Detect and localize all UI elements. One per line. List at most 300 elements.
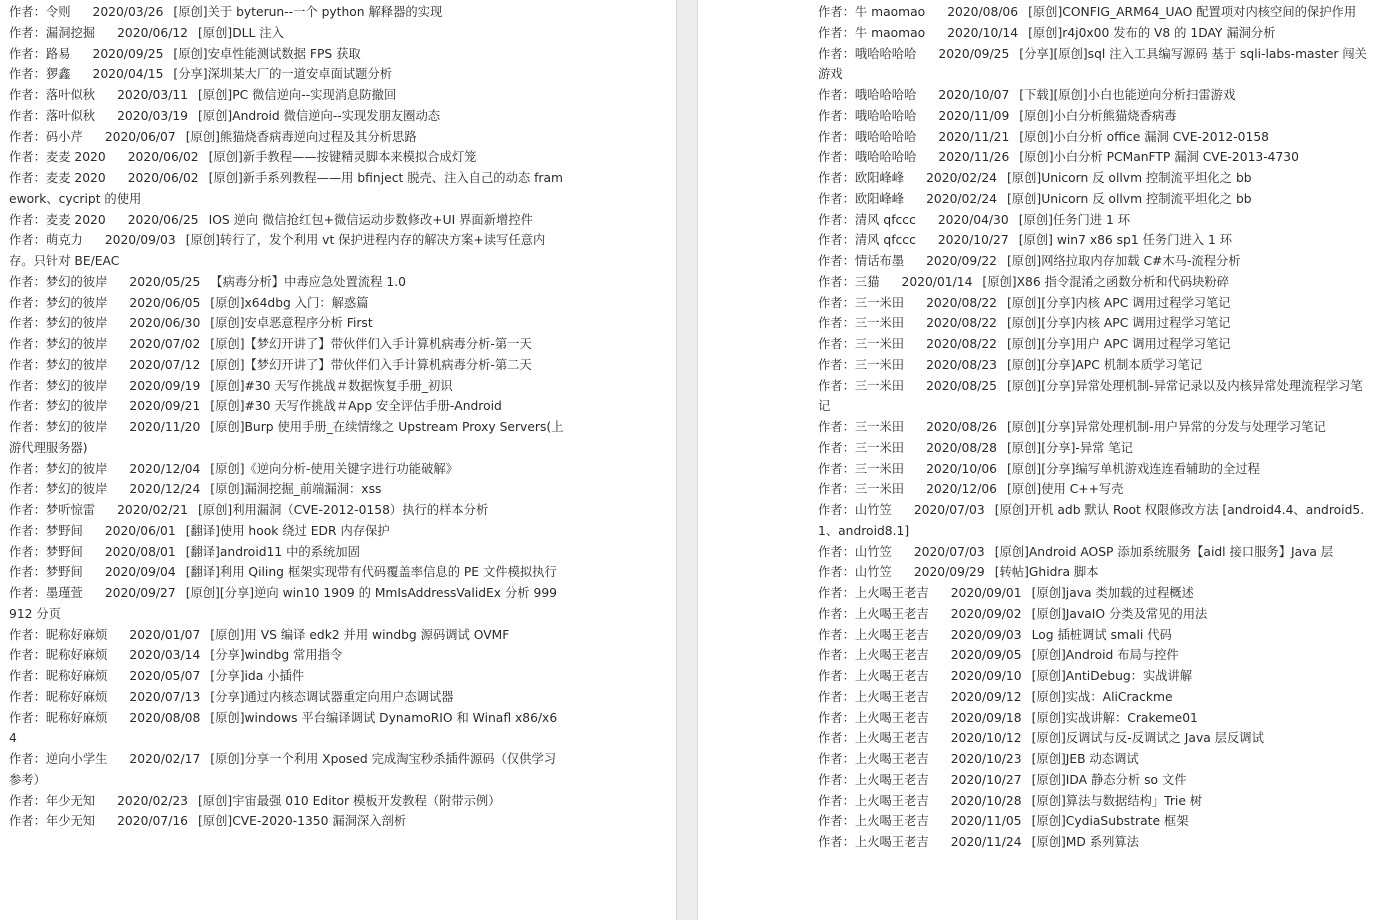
entry-title: [原创]Unicorn 反 ollvm 控制流平坦化之 bb [1007, 191, 1252, 206]
author-prefix: 作者： [9, 212, 46, 227]
entry-date: 2020/10/23 [950, 752, 1022, 766]
entry-date: 2020/07/02 [129, 337, 201, 351]
article-entry [818, 500, 1374, 542]
entry-title: [原创]用 VS 编译 edk2 并用 windbg 源码调试 OVMF [210, 627, 510, 642]
article-entry [818, 106, 1374, 127]
entry-author: 三一米田 [854, 316, 905, 331]
entry-author: 梦幻的彼岸 [45, 316, 108, 331]
article-entry [818, 625, 1374, 646]
entry-title: [分享]windbg 常用指令 [210, 648, 343, 663]
entry-title: [原创]CydiaSubstrate 框架 [1031, 814, 1189, 829]
article-entry [818, 23, 1374, 44]
entry-title: [分享][原创]sql 注入工具编写源码 基于 sqli-labs-master 闯关游戏 [818, 46, 1367, 82]
author-prefix: 作者： [9, 108, 46, 123]
entry-title: [原创][分享]内核 APC 调用过程学习笔记 [1007, 316, 1231, 331]
entry-date: 2020/09/12 [950, 689, 1022, 704]
author-prefix: 作者： [9, 793, 46, 808]
entry-author: 三一米田 [854, 482, 905, 497]
entry-date: 2020/10/27 [937, 233, 1009, 248]
author-prefix: 作者： [9, 627, 46, 642]
entry-date: 2020/02/17 [129, 752, 201, 766]
article-entry [9, 396, 564, 417]
entry-author: 猡鑫 [45, 67, 71, 82]
article-entry [9, 479, 564, 500]
article-entry [818, 313, 1374, 334]
entry-title: [原创]windows 平台编译调试 DynamoRIO 和 Winafl x86/x64 [9, 710, 558, 746]
article-list-right [818, 2, 1374, 853]
entry-date: 2020/05/07 [129, 669, 201, 683]
author-prefix: 作者： [818, 586, 855, 600]
article-entry [9, 355, 564, 376]
entry-title: [原创]算法与数据结构」Trie 树 [1031, 793, 1203, 808]
entry-title: [原创]Unicorn 反 ollvm 控制流平坦化之 bb [1007, 171, 1252, 185]
entry-date: 2020/03/26 [92, 5, 164, 19]
entry-title: [原创]JavaIO 分类及常见的用法 [1031, 606, 1208, 621]
author-prefix: 作者： [818, 316, 855, 331]
entry-date: 2020/08/22 [926, 337, 997, 351]
entry-title: [原创]新手系列教程——用 bfinject 脱壳、注入自己的动态 framework、cycript 的使用 [9, 171, 563, 206]
article-entry [818, 770, 1374, 791]
entry-title: 【病毒分析】中毒应急处置流程 1.0 [210, 274, 406, 289]
entry-title: [翻译]利用 Qiling 框架实现带有代码覆盖率信息的 PE 文件模拟执行 [185, 565, 557, 580]
entry-date: 2020/02/21 [117, 503, 188, 517]
entry-title: [原创]小白分析 office 漏洞 CVE-2012-0158 [1019, 129, 1269, 144]
entry-title: [分享]深圳某大厂的一道安卓面试题分析 [173, 67, 393, 82]
entry-date: 2020/07/12 [129, 357, 201, 372]
entry-author: 上火喝王老吉 [854, 606, 929, 621]
article-entry [9, 44, 564, 65]
author-prefix: 作者： [9, 814, 46, 829]
entry-title: [原创]java 类加载的过程概述 [1031, 586, 1194, 600]
author-prefix: 作者： [818, 150, 855, 165]
entry-date: 2020/02/23 [117, 793, 188, 808]
entry-date: 2020/02/24 [926, 191, 997, 206]
entry-author: 昵称好麻烦 [45, 710, 108, 725]
article-entry [9, 293, 564, 314]
article-entry [9, 521, 564, 542]
entry-title: Log 插桩调试 smali 代码 [1031, 627, 1172, 642]
author-prefix: 作者： [9, 150, 46, 165]
article-entry [9, 625, 564, 646]
article-entry [9, 708, 564, 750]
entry-date: 2020/08/23 [926, 357, 997, 372]
article-entry [818, 44, 1374, 86]
author-prefix: 作者： [9, 316, 46, 331]
entry-date: 2020/09/19 [129, 378, 201, 393]
author-prefix: 作者： [818, 503, 855, 517]
entry-date: 2020/09/01 [950, 586, 1022, 600]
author-prefix: 作者： [818, 461, 855, 476]
entry-title: [原创]安卓恶意程序分析 First [210, 316, 373, 331]
entry-date: 2020/11/24 [950, 835, 1022, 849]
entry-date: 2020/09/05 [950, 648, 1022, 663]
author-prefix: 作者： [818, 274, 855, 289]
entry-author: 梦野间 [45, 565, 83, 580]
article-entry [818, 251, 1374, 272]
entry-title: [原创]转行了，发个利用 vt 保护进程内存的解决方案+读写任意内存。只针对 BE/EAC [9, 233, 546, 268]
author-prefix: 作者： [9, 25, 46, 40]
article-entry [818, 230, 1374, 251]
author-prefix: 作者： [818, 191, 855, 206]
entry-title: [原创][分享]编写单机游戏连连看辅助的全过程 [1007, 461, 1260, 476]
entry-title: [原创][分享]异常处理机制-异常记录以及内核异常处理流程学习笔记 [818, 378, 1363, 414]
entry-author: 上火喝王老吉 [854, 835, 929, 849]
article-entry [818, 479, 1374, 500]
article-entry [818, 334, 1374, 355]
entry-date: 2020/09/21 [129, 399, 201, 414]
entry-date: 2020/06/02 [127, 171, 199, 185]
entry-date: 2020/11/20 [129, 420, 201, 434]
article-entry [9, 687, 564, 708]
article-entry [818, 542, 1374, 563]
entry-author: 上火喝王老吉 [854, 710, 929, 725]
author-prefix: 作者： [818, 689, 855, 704]
article-entry [9, 230, 564, 272]
entry-title: [原创]反调试与反-反调试之 Java 层反调试 [1031, 731, 1264, 746]
entry-title: [原创]《逆向分析-使用关键字进行功能破解》 [210, 461, 458, 476]
entry-author: 三一米田 [854, 378, 905, 393]
article-entry [9, 645, 564, 666]
entry-author: 上火喝王老吉 [854, 689, 929, 704]
author-prefix: 作者： [9, 337, 46, 351]
author-prefix: 作者： [818, 648, 855, 663]
entry-date: 2020/08/28 [926, 440, 997, 455]
entry-date: 2020/01/07 [129, 627, 201, 642]
entry-date: 2020/11/05 [950, 814, 1022, 829]
entry-author: 上火喝王老吉 [854, 669, 929, 683]
entry-author: 梦幻的彼岸 [45, 337, 108, 351]
entry-author: 山竹笠 [854, 565, 892, 580]
entry-author: 三一米田 [854, 420, 905, 434]
entry-author: 清风 qfccc [854, 212, 916, 227]
article-entry [9, 2, 564, 23]
article-entry [9, 791, 564, 812]
author-prefix: 作者： [9, 523, 46, 538]
author-prefix: 作者： [818, 254, 855, 268]
author-prefix: 作者： [9, 689, 46, 704]
entry-title: [原创]【梦幻开讲了】带伙伴们入手计算机病毒分析-第二天 [210, 357, 532, 372]
entry-author: 梦幻的彼岸 [45, 295, 108, 310]
entry-title: [原创]Android 微信逆向--实现发朋友圈动态 [198, 108, 441, 123]
entry-title: [原创]x64dbg 入门：解惑篇 [210, 295, 369, 310]
entry-author: 梦幻的彼岸 [45, 420, 108, 434]
author-prefix: 作者： [9, 565, 46, 580]
entry-date: 2020/07/03 [913, 503, 985, 517]
entry-author: 路易 [45, 46, 71, 61]
author-prefix: 作者： [9, 752, 46, 766]
entry-title: IOS 逆向 微信抢红包+微信运动步数修改+UI 界面新增控件 [208, 212, 533, 227]
article-entry [9, 666, 564, 687]
entry-title: [原创]Burp 使用手册_在续情缘之 Upstream Proxy Servers(上游代理服务器) [9, 420, 564, 455]
entry-title: [原创]网络拉取内存加载 C#木马-流程分析 [1007, 254, 1241, 268]
entry-author: 三一米田 [854, 461, 905, 476]
entry-date: 2020/08/25 [926, 378, 997, 393]
entry-author: 梦野间 [45, 544, 83, 559]
author-prefix: 作者： [9, 399, 46, 414]
entry-title: [原创]AntiDebug：实战讲解 [1031, 669, 1193, 683]
author-prefix: 作者： [818, 233, 855, 248]
entry-author: 令则 [45, 5, 71, 19]
article-entry [818, 583, 1374, 604]
entry-date: 2020/11/09 [938, 108, 1010, 123]
entry-title: [原创]Android 布局与控件 [1031, 648, 1179, 663]
author-prefix: 作者： [818, 752, 855, 766]
entry-title: [原创]IDA 静态分析 so 文件 [1031, 772, 1187, 787]
document-page-left [0, 0, 676, 920]
article-entry [818, 604, 1374, 625]
entry-author: 情话布墨 [854, 254, 905, 268]
entry-title: [原创]实战讲解：Crakeme01 [1031, 710, 1198, 725]
entry-date: 2020/09/29 [913, 565, 985, 580]
entry-date: 2020/10/06 [926, 461, 997, 476]
article-entry [9, 500, 564, 521]
entry-author: 墨瑾萱 [45, 586, 83, 600]
entry-author: 萌克力 [45, 233, 83, 248]
entry-title: [原创]使用 C++写壳 [1007, 482, 1124, 497]
article-entry [818, 749, 1374, 770]
entry-date: 2020/10/12 [950, 731, 1022, 746]
article-entry [818, 728, 1374, 749]
author-prefix: 作者： [818, 295, 855, 310]
entry-author: 昵称好麻烦 [45, 669, 108, 683]
author-prefix: 作者： [818, 544, 855, 559]
author-prefix: 作者： [818, 772, 855, 787]
document-page-right [698, 0, 1391, 920]
entry-author: 三一米田 [854, 357, 905, 372]
author-prefix: 作者： [818, 5, 855, 19]
author-prefix: 作者： [818, 357, 855, 372]
entry-author: 落叶似秋 [45, 108, 96, 123]
entry-date: 2020/01/14 [901, 274, 973, 289]
article-entry [9, 583, 564, 625]
entry-date: 2020/06/12 [117, 25, 188, 40]
entry-author: 上火喝王老吉 [854, 814, 929, 829]
entry-author: 哦哈哈哈哈 [854, 108, 917, 123]
article-entry [9, 313, 564, 334]
entry-date: 2020/07/16 [117, 814, 188, 829]
article-entry [9, 85, 564, 106]
entry-author: 昵称好麻烦 [45, 627, 108, 642]
entry-date: 2020/08/26 [926, 420, 997, 434]
entry-date: 2020/12/06 [926, 482, 997, 497]
entry-date: 2020/03/14 [129, 648, 201, 663]
entry-title: [原创]CVE-2020-1350 漏洞深入剖析 [198, 814, 407, 829]
author-prefix: 作者： [9, 461, 46, 476]
author-prefix: 作者： [9, 171, 46, 185]
entry-title: [分享]ida 小插件 [210, 669, 305, 683]
entry-author: 上火喝王老吉 [854, 627, 929, 642]
entry-author: 山竹笠 [854, 503, 892, 517]
entry-author: 上火喝王老吉 [854, 772, 929, 787]
author-prefix: 作者： [9, 378, 46, 393]
entry-title: [原创]熊猫烧香病毒逆向过程及其分析思路 [185, 129, 417, 144]
entry-date: 2020/09/02 [950, 606, 1022, 621]
entry-date: 2020/08/01 [104, 544, 176, 559]
author-prefix: 作者： [9, 482, 46, 497]
entry-date: 2020/11/21 [938, 129, 1010, 144]
article-entry [818, 210, 1374, 231]
entry-title: [原创]关于 byterun--一个 python 解释器的实现 [173, 5, 443, 19]
entry-author: 哦哈哈哈哈 [854, 46, 917, 61]
entry-date: 2020/10/27 [950, 772, 1022, 787]
author-prefix: 作者： [818, 565, 855, 580]
entry-date: 2020/09/27 [104, 586, 176, 600]
article-entry [9, 147, 564, 168]
entry-date: 2020/06/07 [104, 129, 176, 144]
author-prefix: 作者： [9, 648, 46, 663]
article-entry [9, 417, 564, 459]
entry-date: 2020/04/15 [92, 67, 164, 82]
article-entry [9, 376, 564, 397]
article-entry [9, 811, 564, 832]
article-entry [818, 355, 1374, 376]
author-prefix: 作者： [818, 212, 855, 227]
author-prefix: 作者： [818, 627, 855, 642]
entry-author: 欧阳峰峰 [854, 171, 905, 185]
entry-author: 三一米田 [854, 337, 905, 351]
entry-author: 上火喝王老吉 [854, 752, 929, 766]
entry-title: [原创][分享]异常处理机制-用户异常的分发与处理学习笔记 [1007, 420, 1326, 434]
entry-date: 2020/09/10 [950, 669, 1022, 683]
article-entry [818, 85, 1374, 106]
page-gutter [676, 0, 698, 920]
entry-author: 牛 maomao [854, 25, 926, 40]
author-prefix: 作者： [818, 482, 855, 497]
entry-author: 梦听惊雷 [45, 503, 96, 517]
author-prefix: 作者： [9, 88, 46, 102]
author-prefix: 作者： [818, 835, 855, 849]
author-prefix: 作者： [818, 669, 855, 683]
entry-title: [原创]Android AOSP 添加系统服务【aidl 接口服务】Java 层 [994, 544, 1334, 559]
entry-title: [原创]开机 adb 默认 Root 权限修改方法 [android4.4、android5.1、android8.1] [818, 503, 1365, 538]
entry-date: 2020/09/25 [92, 46, 164, 61]
entry-title: [原创]CONFIG_ARM64_UAO 配置项对内核空间的保护作用 [1028, 5, 1357, 19]
entry-date: 2020/09/04 [104, 565, 176, 580]
entry-title: [分享]通过内核态调试器重定向用户态调试器 [210, 689, 454, 704]
article-entry [818, 666, 1374, 687]
entry-author: 梦幻的彼岸 [45, 274, 108, 289]
entry-date: 2020/02/24 [926, 171, 997, 185]
entry-author: 落叶似秋 [45, 88, 96, 102]
author-prefix: 作者： [818, 171, 855, 185]
entry-author: 哦哈哈哈哈 [854, 129, 917, 144]
article-entry [818, 811, 1374, 832]
entry-author: 牛 maomao [854, 5, 926, 19]
entry-title: [原创]【梦幻开讲了】带伙伴们入手计算机病毒分析-第一天 [210, 337, 532, 351]
entry-title: [原创]新手教程——按键精灵脚本来模拟合成灯笼 [208, 150, 477, 165]
entry-date: 2020/08/22 [926, 295, 997, 310]
entry-title: [原创]r4j0x00 发布的 V8 的 1DAY 漏洞分析 [1028, 25, 1276, 40]
entry-title: [原创]小白分析 PCManFTP 漏洞 CVE-2013-4730 [1019, 150, 1299, 165]
article-entry [818, 438, 1374, 459]
entry-title: [下载][原创]小白也能逆向分析扫雷游戏 [1019, 88, 1236, 102]
entry-author: 码小芹 [45, 129, 83, 144]
entry-author: 上火喝王老吉 [854, 731, 929, 746]
entry-author: 年少无知 [45, 814, 96, 829]
article-entry [9, 23, 564, 44]
entry-date: 2020/03/11 [117, 88, 188, 102]
entry-title: [原创]利用漏洞（CVE-2012-0158）执行的样本分析 [198, 503, 489, 517]
entry-date: 2020/10/07 [938, 88, 1010, 102]
entry-author: 麦麦 2020 [45, 171, 106, 185]
article-entry [9, 749, 564, 791]
entry-date: 2020/08/22 [926, 316, 997, 331]
author-prefix: 作者： [9, 129, 46, 144]
article-entry [9, 459, 564, 480]
entry-author: 漏洞挖掘 [45, 25, 96, 40]
entry-author: 三一米田 [854, 295, 905, 310]
author-prefix: 作者： [9, 503, 46, 517]
author-prefix: 作者： [818, 129, 855, 144]
article-entry [9, 106, 564, 127]
article-entry [818, 417, 1374, 438]
entry-title: [转帖]Ghidra 脚本 [994, 565, 1099, 580]
entry-title: [原创] win7 x86 sp1 任务门进入 1 环 [1018, 233, 1233, 248]
entry-title: [原创]任务门进 1 环 [1018, 212, 1131, 227]
article-entry [9, 127, 564, 148]
article-entry [9, 168, 564, 210]
entry-author: 哦哈哈哈哈 [854, 150, 917, 165]
author-prefix: 作者： [9, 420, 46, 434]
entry-title: [原创][分享]-异常 笔记 [1007, 440, 1133, 455]
author-prefix: 作者： [818, 793, 855, 808]
article-entry [9, 542, 564, 563]
entry-date: 2020/05/25 [129, 274, 201, 289]
entry-date: 2020/06/30 [129, 316, 201, 331]
article-entry [818, 832, 1374, 853]
entry-date: 2020/09/18 [950, 710, 1022, 725]
entry-title: [原创]MD 系列算法 [1031, 835, 1139, 849]
author-prefix: 作者： [818, 25, 855, 40]
author-prefix: 作者： [9, 5, 46, 19]
article-entry [818, 168, 1374, 189]
author-prefix: 作者： [818, 378, 855, 393]
entry-title: [原创]漏洞挖掘_前端漏洞：xss [210, 482, 382, 497]
article-entry [818, 293, 1374, 314]
entry-date: 2020/10/28 [950, 793, 1022, 808]
entry-title: [原创]PC 微信逆向--实现消息防撤回 [198, 88, 397, 102]
entry-author: 梦幻的彼岸 [45, 399, 108, 414]
entry-title: [原创][分享]逆向 win10 1909 的 MmIsAddressValidEx 分析 999912 分页 [9, 586, 557, 621]
author-prefix: 作者： [818, 337, 855, 351]
article-entry [9, 64, 564, 85]
entry-date: 2020/06/02 [127, 150, 199, 165]
entry-date: 2020/09/25 [938, 46, 1010, 61]
article-entry [818, 2, 1374, 23]
author-prefix: 作者： [818, 710, 855, 725]
entry-author: 欧阳峰峰 [854, 191, 905, 206]
article-entry [818, 272, 1374, 293]
entry-title: [原创]小白分析熊猫烧香病毒 [1019, 108, 1177, 123]
article-entry [9, 210, 564, 231]
article-entry [9, 562, 564, 583]
entry-title: [原创]安卓性能测试数据 FPS 获取 [173, 46, 361, 61]
article-entry [818, 189, 1374, 210]
article-list-left [9, 2, 564, 832]
author-prefix: 作者： [818, 814, 855, 829]
article-entry [818, 147, 1374, 168]
entry-date: 2020/06/01 [104, 523, 176, 538]
entry-date: 2020/03/19 [117, 108, 188, 123]
entry-author: 麦麦 2020 [45, 150, 106, 165]
author-prefix: 作者： [9, 710, 46, 725]
author-prefix: 作者： [818, 420, 855, 434]
entry-title: [原创]DLL 注入 [198, 25, 284, 40]
entry-date: 2020/12/04 [129, 461, 201, 476]
author-prefix: 作者： [818, 606, 855, 621]
author-prefix: 作者： [9, 357, 46, 372]
article-entry [818, 127, 1374, 148]
